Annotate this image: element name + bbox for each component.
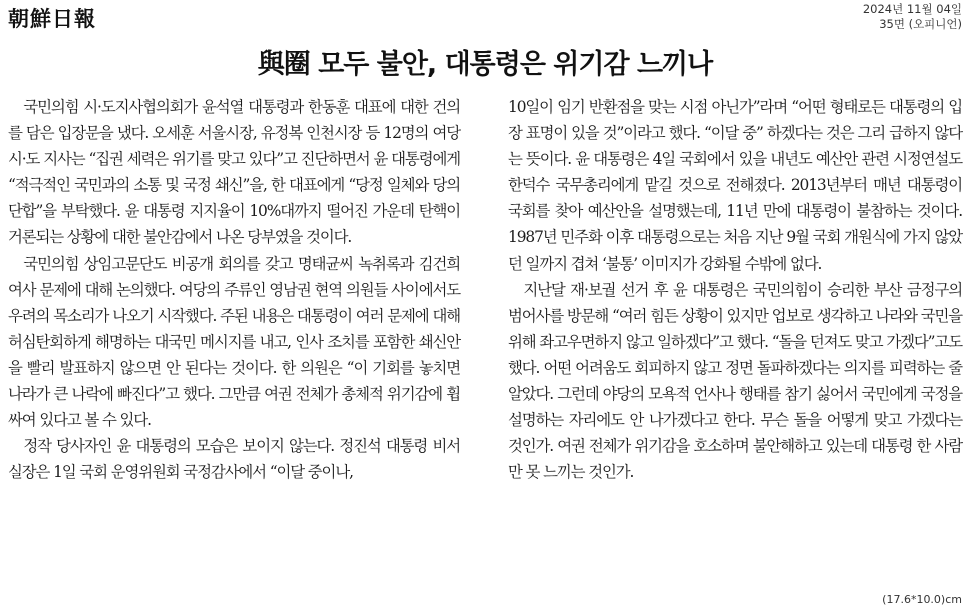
publication-date: 2024년 11월 04일 — [862, 2, 962, 16]
paragraph-continued: 10일이 임기 반환점을 맞는 시점 아닌가”라며 “어떤 형태로든 대통령의 입장 표명이 있을 것”이라고 했다. “이달 중” 하겠다는 것은 그리 급하지 않다는 뜻이다. 윤 대통령은 4일 국회에서 있을 내년도 예산안 관련 시정연설도 한덕수 국무총리에게 맡길 것으로 전해졌다. 2013년부터 매년 대통령이 국회를 찾아 예산안을 설명했는데, 11년 만에 대통령이 불참하는 것이다. 1987년 민주화 이후 대통령으로는 처음 지난 9월 국회 개원식에 가지 않았던 일까지 겹쳐 ‘불통’ 이미지가 강화될 수밖에 없다. — [508, 98, 962, 273]
newspaper-masthead: 朝鮮日報 — [8, 6, 96, 31]
article-column-left — [8, 94, 460, 485]
article-meta — [863, 2, 962, 32]
paragraph: 국민의힘 시·도지사협의회가 윤석열 대통령과 한동훈 대표에 대한 건의를 담은 입장문을 냈다. 오세훈 서울시장, 유정복 인천시장 등 12명의 여당 시·도 지사는 “집권 세력은 위기를 맞고 있다”고 진단하면서 윤 대통령에게 “적극적인 국민과의 소통 및 국정 쇄신”을, 한 대표에게 “당정 일체와 당의 단합”을 부탁했다. 윤 대통령 지지율이 10%대까지 떨어진 가운데 탄핵이 거론되는 상황에 대한 불안감에서 나온 당부였을 것이다. — [8, 98, 460, 247]
article-column-right — [508, 94, 962, 485]
page-section: 35면 (오피니언) — [879, 17, 962, 31]
article-headline: 與圈 모두 불안, 대통령은 위기감 느끼나 — [257, 49, 713, 80]
paragraph: 정작 당사자인 윤 대통령의 모습은 보이지 않는다. 정진석 대통령 비서실장은 1일 국회 운영위원회 국정감사에서 “이달 중이나, — [8, 437, 460, 482]
paragraph: 지난달 재·보궐 선거 후 윤 대통령은 국민의힘이 승리한 부산 금정구의 범어사를 방문해 “여러 힘든 상황이 있지만 업보로 생각하고 나라와 국민을 위해 좌고우면하지 않고 일하겠다”고 했다. “돌을 던져도 맞고 가겠다”고도 했다. 어떤 어려움도 회피하지 않고 정면 돌파하겠다는 의지를 피력하는 줄 알았다. 그런데 야당의 모욕적 언사나 행태를 참기 싫어서 국민에게 국정을 설명하는 자리에도 안 나가겠다고 한다. 무슨 돌을 어떻게 맞고 가겠다는 것인가. 여권 전체가 위기감을 호소하며 불안해하고 있는데 대통령 한 사람만 못 느끼는 것인가. — [508, 280, 962, 482]
paragraph: 국민의힘 상임고문단도 비공개 회의를 갖고 명태균씨 녹취록과 김건희 여사 문제에 대해 논의했다. 여당의 주류인 영남권 현역 의원들 사이에서도 우려의 목소리가 나오기 시작했다. 주된 내용은 대통령이 여러 문제에 대해 허심탄회하게 해명하는 대국민 메시지를 내고, 인사 조치를 포함한 쇄신안을 빨리 발표하지 않으면 안 된다는 것이다. 한 의원은 “이 기회를 놓치면 나라가 큰 나락에 빠진다”고 했다. 그만큼 여권 전체가 총체적 위기감에 휩싸여 있다고 볼 수 있다. — [8, 254, 460, 430]
clipping-size-note: (17.6*10.0)cm — [882, 593, 962, 606]
